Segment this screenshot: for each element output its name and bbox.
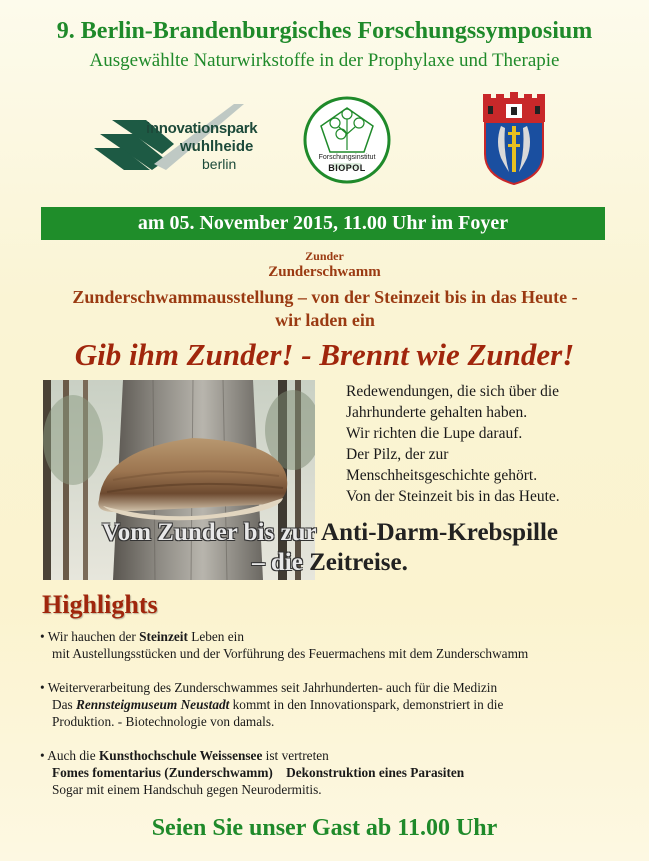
logo-text-line3: berlin <box>202 156 237 172</box>
highlight-text: ist vertreten <box>262 748 329 763</box>
idioms-line: Von der Steinzeit bis in das Heute. <box>346 488 560 505</box>
zunder-label-small: Zunder <box>305 249 344 263</box>
event-date-banner: am 05. November 2015, 11.00 Uhr im Foyer <box>41 207 605 240</box>
headline-part3: – die <box>252 549 303 576</box>
highlight-text: Leben ein <box>187 629 245 644</box>
highlight-bold: Steinzeit <box>139 629 188 644</box>
logo-text-line2: wuhlheide <box>180 138 254 155</box>
idioms-line: Redewendungen, die sich über die <box>346 383 560 400</box>
biopol-institute-label: Forschungsinstitut <box>318 154 376 161</box>
page-title: 9. Berlin-Brandenburgisches Forschungssymposium <box>56 18 593 44</box>
highlight-text: Produktion. - Biotechnologie von damals. <box>52 714 275 729</box>
highlight-text: Auch die <box>47 748 99 763</box>
highlights-list <box>40 628 630 815</box>
highlights-heading: Highlights <box>42 590 158 619</box>
biopol-logo <box>303 96 391 184</box>
highlight-text: kommt in den Innovationspark, demonstriert in die <box>229 697 504 712</box>
highlight-text: Weiterverarbeitung des Zunderschwammes seit Jahrhunderten- auch für die Medizin <box>47 680 498 695</box>
headline-part1: Vom Zunder bis zur <box>101 519 317 546</box>
highlight-text: Das <box>52 697 77 712</box>
exhibition-line1: Zunderschwammausstellung – von der Steinzeit bis in das Heute - <box>72 287 578 307</box>
highlight-item: • Auch die Kunsthochschule Weissensee ist vertreten Fomes fomentarius (Zunderschwamm) Dekonstruktion eines Parasiten Sogar mit einem Handschuh gegen Neurodermitis. <box>40 747 630 798</box>
headline-part4: Zeitreise. <box>302 549 408 576</box>
page-subtitle: Ausgewählte Naturwirkstoffe in der Prophylaxe und Therapie <box>89 50 560 71</box>
highlight-text: mit Austellungsstücken und der Vorführung des Feuermachens mit dem Zunderschwamm <box>52 646 529 661</box>
footer-invitation: Seien Sie unser Gast ab 11.00 Uhr <box>151 815 498 841</box>
innovationspark-logo <box>94 104 264 174</box>
idioms-text-block <box>346 381 636 507</box>
headline-part2: Anti-Darm-Krebspille <box>316 519 559 546</box>
highlight-item: • Wir hauchen der Steinzeit Leben ein mit Austellungsstücken und der Vorführung des Feuermachens mit dem Zunderschwamm <box>40 628 630 662</box>
highlight-bold-italic: Rennsteigmuseum Neustadt <box>76 697 230 712</box>
exhibition-line2: wir laden ein <box>275 310 375 330</box>
highlight-bold: Kunsthochschule Weissensee <box>98 748 263 763</box>
biopol-name-label: BIOPOL <box>328 163 366 173</box>
idioms-line: Menschheitsgeschichte gehört. <box>346 467 538 484</box>
coat-of-arms-icon <box>481 92 547 186</box>
highlight-text: Sogar mit einem Handschuh gegen Neurodermitis. <box>52 782 322 797</box>
zunder-label-medium: Zunderschwamm <box>268 264 381 280</box>
idioms-line: Jahrhunderte gehalten haben. <box>346 404 528 421</box>
slogan-headline: Gib ihm Zunder! - Brennt wie Zunder! <box>74 337 575 372</box>
exhibition-announcement <box>40 286 610 332</box>
coat-of-arms <box>481 92 547 186</box>
highlight-text: Wir hauchen der <box>47 629 140 644</box>
idioms-line: Der Pilz, der zur <box>346 446 449 463</box>
idioms-line: Wir richten die Lupe darauf. <box>346 425 523 442</box>
highlight-item: • Weiterverarbeitung des Zunderschwammes seit Jahrhunderten- auch für die Medizin Das Rennsteigmuseum Neustadt kommt in den Innovationspark, demonstriert in die Produktion. - Biotechnologie von damals. <box>40 679 630 730</box>
highlight-bold: Fomes fomentarius (Zunderschwamm) Dekonstruktion eines Parasiten <box>52 765 465 780</box>
logo-text-line1: innovationspark <box>146 120 258 137</box>
time-travel-headline <box>40 518 620 578</box>
